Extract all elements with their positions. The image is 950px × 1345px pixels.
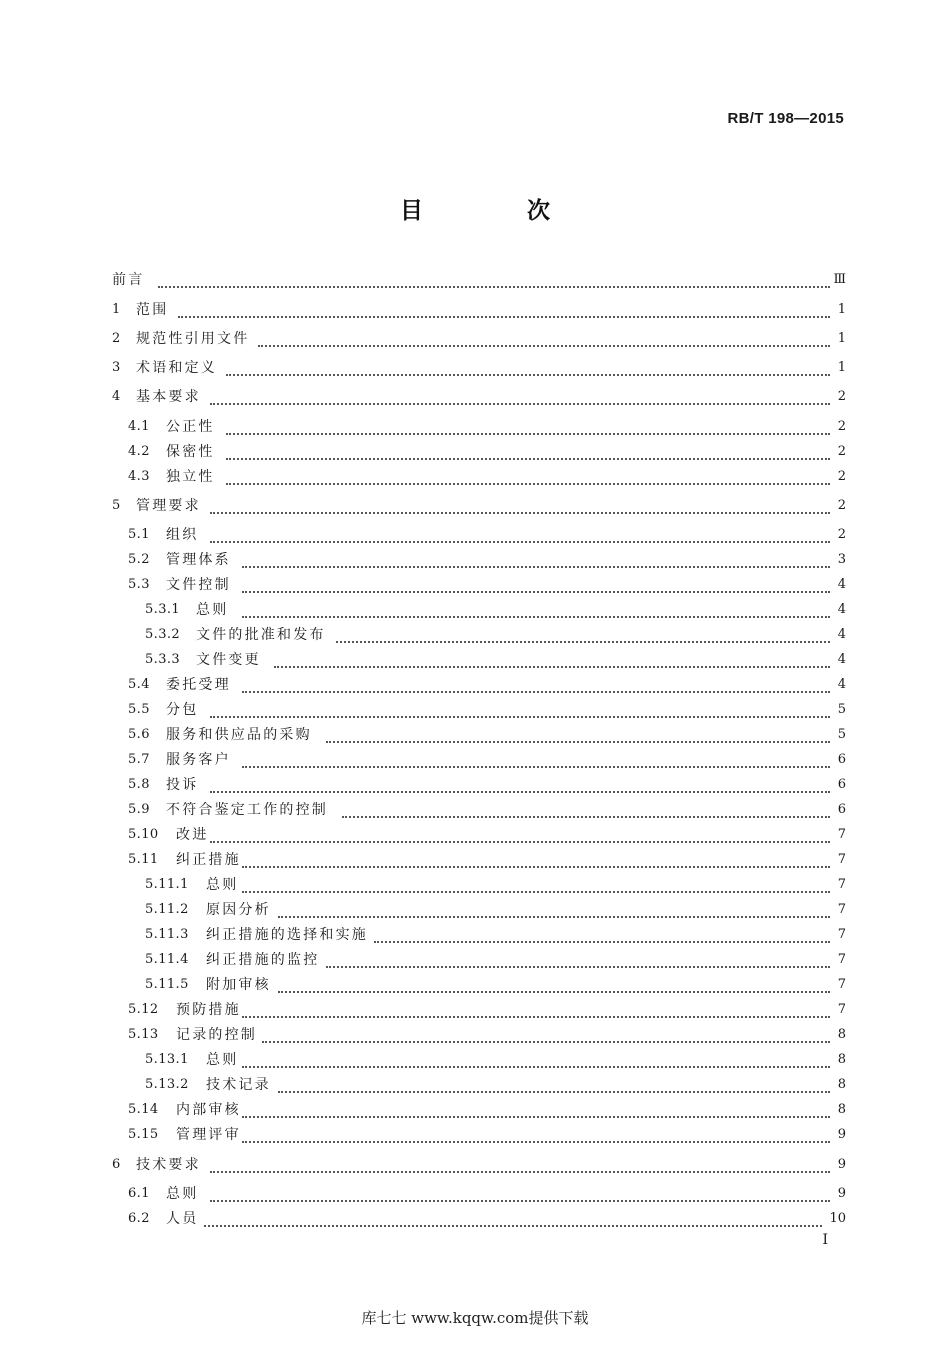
toc-section-title: 管理要求 [136,498,201,514]
toc-page-number: 3 [837,552,846,567]
toc-row [0,1155,950,1175]
toc-section-title: 人员 [166,1211,199,1227]
toc-leader-dots [326,964,830,968]
toc-section-number: 4.2 [128,444,150,459]
toc-section-title: 文件的批准和发布 [196,627,326,643]
toc-section-title: 保密性 [166,444,215,460]
toc-row [0,525,950,545]
toc-row [0,467,950,487]
toc-row [0,675,950,695]
toc-row [0,1025,950,1045]
toc-row [0,387,950,407]
toc-section-title: 技术记录 [206,1077,271,1093]
toc-row [0,1000,950,1020]
toc-page-number: 7 [837,1002,846,1017]
toc-leader-dots [226,456,830,460]
toc-row [0,750,950,770]
toc-section-title: 总则 [196,602,229,618]
toc-leader-dots [278,914,830,918]
toc-section-number: 5.2 [128,552,150,567]
toc-row [0,925,950,945]
toc-page-number: 2 [837,389,846,404]
toc-section-title: 规范性引用文件 [136,331,250,347]
toc-page-number: 4 [837,627,846,642]
toc-section-number: 5.11.5 [145,977,189,992]
toc-page-number: 7 [837,877,846,892]
toc-page-number: 10 [829,1211,846,1226]
toc-leader-dots [210,539,830,543]
toc-page-number: 2 [837,498,846,513]
toc-leader-dots [262,1039,830,1043]
toc-section-title: 改进 [176,827,209,843]
toc-page-number: 6 [837,752,846,767]
toc-page-number: 1 [837,360,846,375]
toc-page-number: 8 [837,1077,846,1092]
toc-section-title: 纠正措施的选择和实施 [206,927,368,943]
toc-leader-dots [210,1198,830,1202]
toc-leader-dots [242,1014,830,1018]
toc-leader-dots [210,510,830,514]
toc-section-title: 总则 [166,1186,199,1202]
toc-page-number: 6 [837,777,846,792]
toc-section-title: 范围 [136,302,169,318]
toc-page-number: 7 [837,927,846,942]
toc-leader-dots [242,564,830,568]
toc-section-title: 基本要求 [136,389,201,405]
footer-credit: 库七七 www.kqqw.com提供下载 [361,1309,589,1327]
toc-leader-dots [226,372,830,376]
toc-row [0,1050,950,1070]
toc-title: 目 次 [399,198,598,224]
toc-section-number: 5.13 [128,1027,159,1042]
toc-row [0,725,950,745]
toc-section-number: 5.14 [128,1102,159,1117]
toc-page-number: 9 [837,1157,846,1172]
toc-section-number: 5.1 [128,527,150,542]
toc-row [0,775,950,795]
toc-section-title: 服务客户 [166,752,231,768]
toc-row [0,300,950,320]
toc-leader-dots [158,284,830,288]
toc-leader-dots [210,839,830,843]
toc-row [0,800,950,820]
toc-section-title: 原因分析 [206,902,271,918]
toc-page-number: 4 [837,577,846,592]
toc-section-number: 5.13.1 [145,1052,189,1067]
toc-section-title: 纠正措施 [176,852,241,868]
toc-leader-dots [210,789,830,793]
toc-page-number: 4 [837,602,846,617]
toc-row [0,625,950,645]
toc-section-title: 记录的控制 [176,1027,257,1043]
toc-section-number: 5 [112,498,121,513]
toc-section-number: 6.1 [128,1186,150,1201]
toc-section-number: 4 [112,389,121,404]
doc-code: RB/T 198—2015 [727,110,844,127]
page-number: I [822,1232,828,1248]
toc-leader-dots [274,664,830,668]
toc-section-number: 5.11 [128,852,159,867]
toc-leader-dots [242,1114,830,1118]
toc-page-number: 7 [837,952,846,967]
toc-section-number: 2 [112,331,121,346]
toc-page-number: 4 [837,652,846,667]
toc-page-number: 5 [837,727,846,742]
toc-leader-dots [242,1139,830,1143]
toc-page-number: 9 [837,1127,846,1142]
toc-section-title: 内部审核 [176,1102,241,1118]
toc-section-number: 4.1 [128,419,150,434]
toc-section-number: 5.11.1 [145,877,189,892]
toc-section-number: 5.3.1 [145,602,181,617]
toc-row [0,850,950,870]
toc-leader-dots [226,431,830,435]
toc-section-number: 5.3.2 [145,627,181,642]
toc-section-number: 1 [112,302,121,317]
toc-section-title: 技术要求 [136,1157,201,1173]
toc-page-number: 2 [837,527,846,542]
toc-leader-dots [258,343,830,347]
toc-section-number: 5.12 [128,1002,159,1017]
toc-row [0,550,950,570]
toc-leader-dots [242,689,830,693]
toc-leader-dots [242,864,830,868]
toc-section-number: 5.8 [128,777,150,792]
toc-leader-dots [336,639,830,643]
toc-row [0,875,950,895]
toc-row [0,1209,950,1229]
toc-section-number: 5.11.3 [145,927,189,942]
toc-page-number: 2 [837,469,846,484]
toc-section-number: 5.4 [128,677,150,692]
toc-leader-dots [242,589,830,593]
toc-leader-dots [242,614,830,618]
toc-page-number: Ⅲ [833,272,846,287]
toc-page-number: 7 [837,977,846,992]
toc-section-title: 管理体系 [166,552,231,568]
toc-row [0,700,950,720]
toc-section-title: 委托受理 [166,677,231,693]
toc-leader-dots [342,814,830,818]
toc-row [0,600,950,620]
toc-row [0,329,950,349]
toc-section-number: 5.9 [128,802,150,817]
toc-row [0,950,950,970]
toc-page-number: 2 [837,419,846,434]
toc-leader-dots [242,764,830,768]
toc-page-number: 1 [837,302,846,317]
toc-row [0,1125,950,1145]
toc-section-number: 5.6 [128,727,150,742]
toc-row [0,825,950,845]
toc-page-number: 2 [837,444,846,459]
toc-row [0,900,950,920]
toc-row [0,358,950,378]
toc-section-title: 投诉 [166,777,199,793]
toc-row [0,270,950,290]
toc-row [0,1184,950,1204]
toc-section-number: 3 [112,360,121,375]
toc-page-number: 4 [837,677,846,692]
toc-row [0,575,950,595]
toc-section-number: 5.10 [128,827,159,842]
toc-page-number: 1 [837,331,846,346]
toc-row [0,496,950,516]
toc-page-number: 7 [837,902,846,917]
toc-page-number: 7 [837,827,846,842]
toc-section-title: 总则 [206,877,239,893]
toc-section-number: 5.3.3 [145,652,181,667]
toc-section-title: 附加审核 [206,977,271,993]
toc-section-title: 前言 [112,272,145,288]
toc-row [0,442,950,462]
toc-section-number: 5.15 [128,1127,159,1142]
toc-section-number: 6 [112,1157,121,1172]
toc-section-title: 文件变更 [196,652,261,668]
toc-section-number: 5.7 [128,752,150,767]
toc-page-number: 8 [837,1027,846,1042]
toc-section-title: 服务和供应品的采购 [166,727,312,743]
toc-section-number: 5.11.4 [145,952,189,967]
toc-section-number: 5.3 [128,577,150,592]
toc-leader-dots [204,1223,822,1227]
toc-section-title: 纠正措施的监控 [206,952,320,968]
toc-section-number: 5.13.2 [145,1077,189,1092]
toc-page-number: 7 [837,852,846,867]
toc-section-title: 组织 [166,527,199,543]
toc-page-number: 5 [837,702,846,717]
toc-row [0,1075,950,1095]
toc-section-title: 术语和定义 [136,360,217,376]
toc-section-number: 5.5 [128,702,150,717]
toc-row [0,975,950,995]
toc-section-title: 不符合鉴定工作的控制 [166,802,328,818]
toc-section-number: 5.11.2 [145,902,189,917]
toc-row [0,417,950,437]
toc-row [0,650,950,670]
toc-section-number: 4.3 [128,469,150,484]
toc-page-number: 8 [837,1052,846,1067]
toc-row [0,1100,950,1120]
toc-section-title: 分包 [166,702,199,718]
toc-leader-dots [226,481,830,485]
toc-section-title: 文件控制 [166,577,231,593]
toc-page-number: 9 [837,1186,846,1201]
toc-leader-dots [374,939,830,943]
toc-page-number: 8 [837,1102,846,1117]
toc-leader-dots [210,1169,830,1173]
toc-leader-dots [178,314,830,318]
toc-section-title: 预防措施 [176,1002,241,1018]
toc-leader-dots [326,739,830,743]
toc-section-title: 管理评审 [176,1127,241,1143]
toc-section-title: 独立性 [166,469,215,485]
toc-page-number: 6 [837,802,846,817]
toc-leader-dots [278,1089,830,1093]
toc-leader-dots [242,889,830,893]
toc-section-title: 总则 [206,1052,239,1068]
toc-section-title: 公正性 [166,419,215,435]
toc-leader-dots [278,989,830,993]
toc-leader-dots [210,401,830,405]
toc-section-number: 6.2 [128,1211,150,1226]
toc-leader-dots [242,1064,830,1068]
toc-leader-dots [210,714,830,718]
